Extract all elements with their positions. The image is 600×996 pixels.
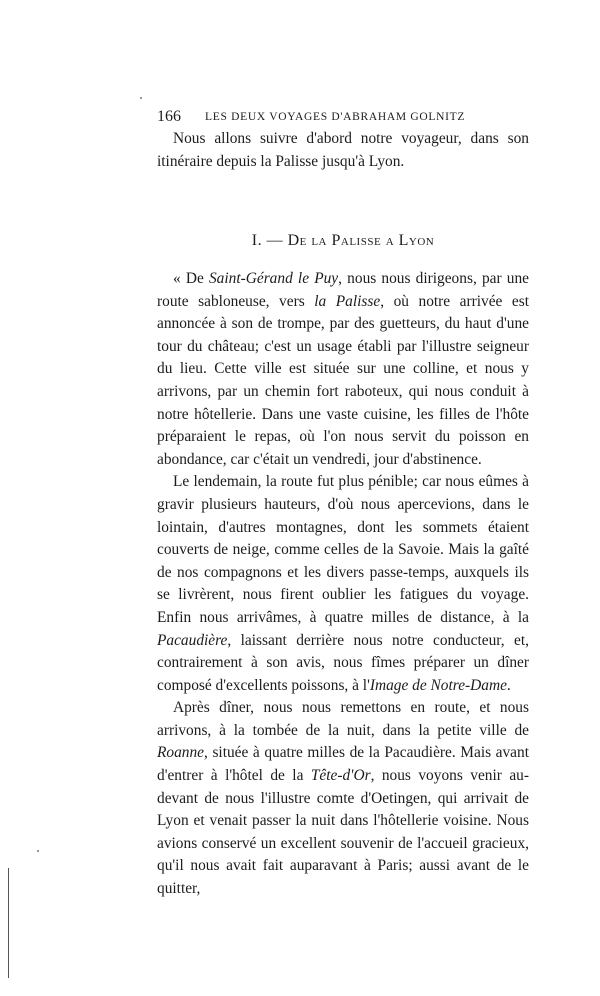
text-run: , nous voyons venir au-devant de nous l'illustre comte d'Oetingen, qui arrivait de Lyon et venait passer la nuit dans l'hôtellerie voisine. Nous avions conservé un excellent souvenir de l'accueil gracieux, qu'il nous avait fait auparavant à Paris; aussi avant de le quitter, <box>157 767 529 898</box>
inn-name: Image de Notre-Dame <box>369 676 507 694</box>
paragraph-1 <box>157 268 529 471</box>
print-speck <box>37 850 39 852</box>
running-header <box>157 108 529 130</box>
page-number: 166 <box>157 108 181 125</box>
place-name: Pacaudière <box>157 631 228 649</box>
text-run: , où notre arrivée est annoncée à son de trompe, par des guetteurs, du haut d'une tour du château; c'est un usage établi par l'illustre seigneur du lieu. Cette ville est située sur une colline, et nous y arrivons, par un chemin fort raboteux, qui nous conduit à notre hôtellerie. Dans une vaste cuisine, les filles de l'hôte préparaient le repas, où l'on nous servit du poisson en abondance, car c'était un vendredi, jour d'abstinence. <box>157 292 529 468</box>
section-title-palisse: Palisse <box>331 232 382 249</box>
paragraph-3 <box>157 697 529 900</box>
place-name: Saint-Gérand le Puy <box>208 270 339 287</box>
section-numeral: I. — <box>251 232 284 249</box>
inn-name: Tête-d'Or <box>310 767 371 785</box>
paragraph-2 <box>157 471 529 697</box>
print-speck <box>140 97 142 99</box>
intro-paragraph: Nous allons suivre d'abord notre voyageur, dans son itinéraire depuis la Palisse jusqu'à Lyon. <box>157 130 529 170</box>
place-name: Roanne <box>157 744 205 762</box>
text-run: , située à quatre milles de la Pacaudière. Mais avant d'entrer à l'hôtel de la <box>157 744 529 785</box>
body-text <box>157 268 529 901</box>
text-run: , laissant derrière nous notre conducteur, et, contrairement à son avis, nous fîmes préparer un dîner composé d'excellents poissons, à l' <box>157 631 529 694</box>
text-run: Après dîner, nous nous remettons en route, et nous arrivons, à la tombée de la nuit, dans la petite ville de <box>157 699 529 739</box>
section-heading <box>157 232 529 250</box>
text-run: Le lendemain, la route fut plus pénible; car nous eûmes à gravir plusieurs hauteurs, d'où nous apercevions, dans le lointain, d'autres montagnes, dont les sommets étaient couverts de neige, comme celles de la Savoie. Mais la gaîté de nos compagnons et les divers passe-temps, auxquels ils se livrèrent, nous firent oublier les fatigues du voyage. Enfin nous arrivâmes, à quatre milles de distance, à la <box>157 473 529 626</box>
page-edge-line <box>8 868 9 978</box>
intro-paragraph-block <box>157 128 529 173</box>
section-title-lyon: Lyon <box>398 232 435 249</box>
text-run: , nous nous dirigeons, par une route sabloneuse, vers <box>157 270 529 310</box>
text-run: « De <box>173 270 209 287</box>
text-run: . <box>506 676 511 694</box>
running-title: LES DEUX VOYAGES D'ABRAHAM GOLNITZ <box>205 111 466 123</box>
place-name: la Palisse <box>314 292 381 310</box>
section-title-a: a <box>385 232 395 249</box>
section-title-de-la: De la <box>287 232 327 249</box>
